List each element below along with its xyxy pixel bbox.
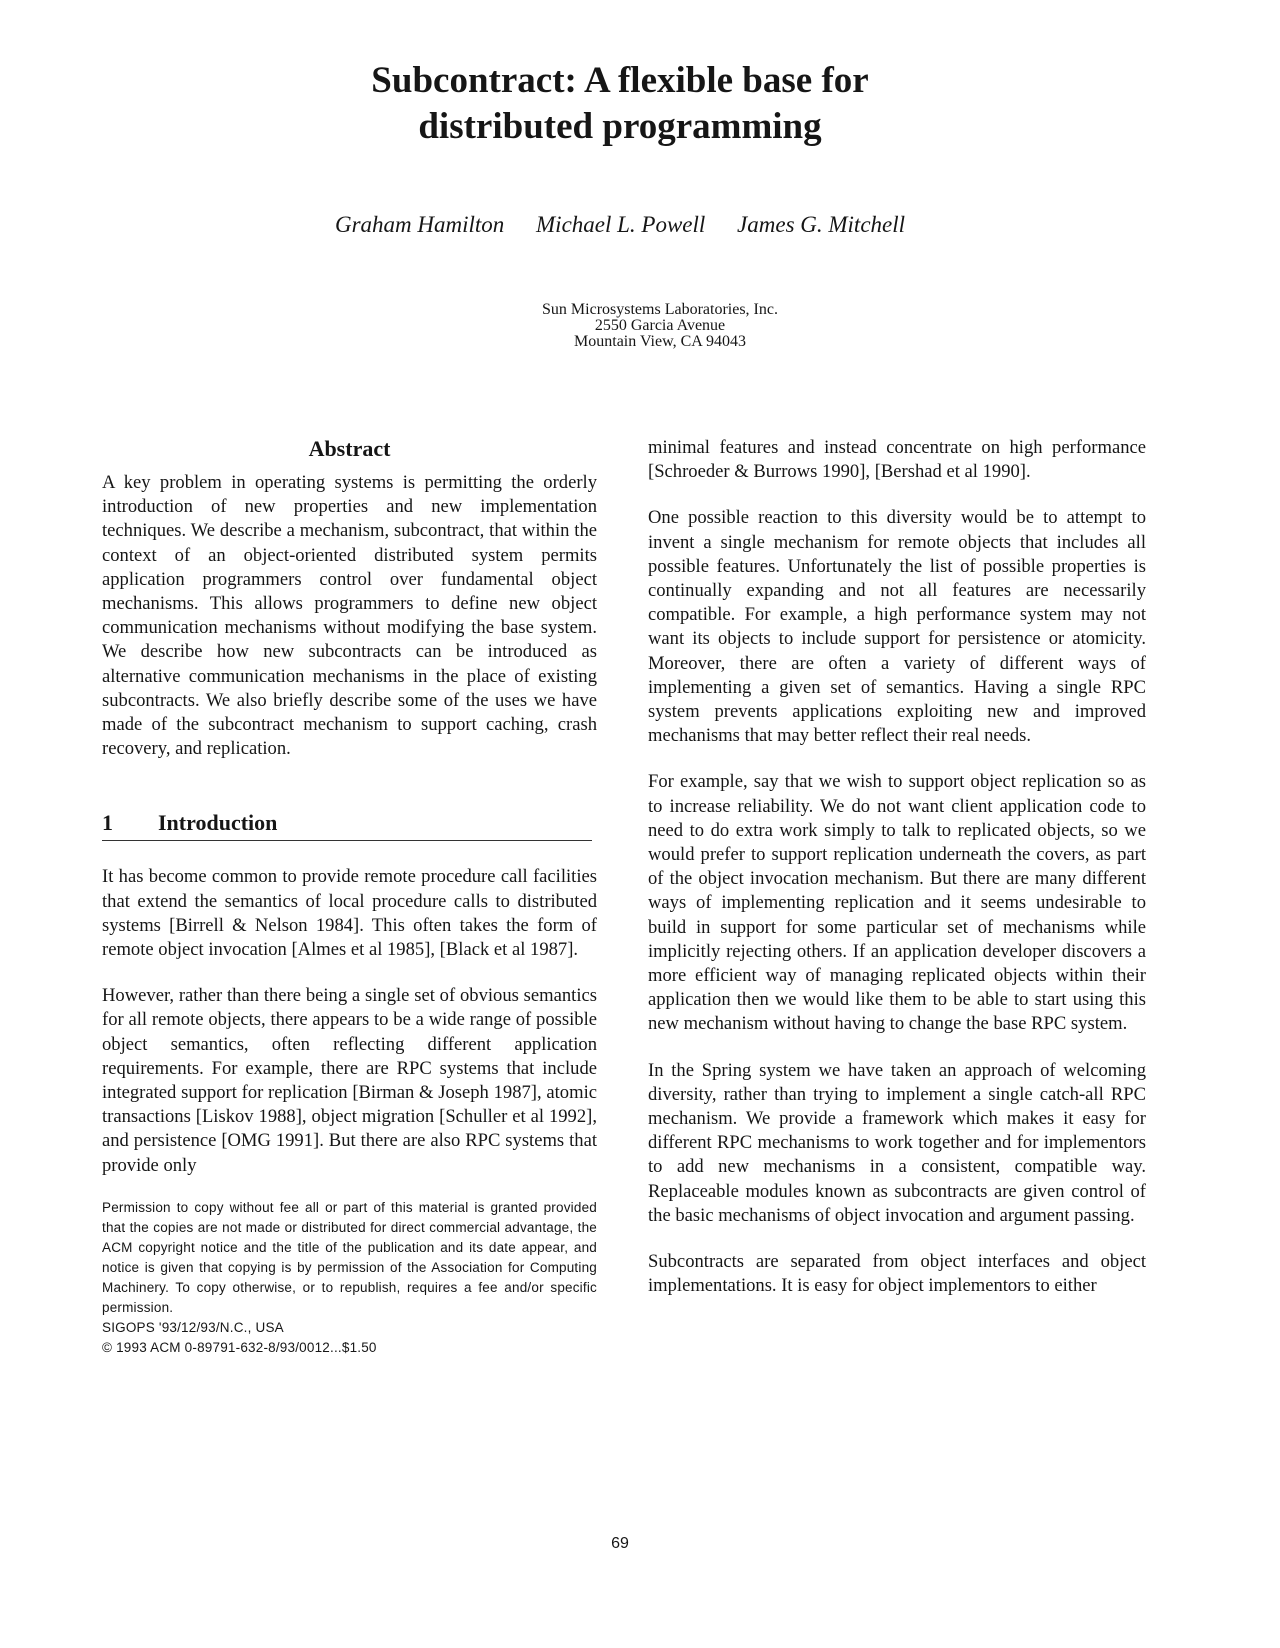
right-column	[648, 436, 1146, 1299]
right-paragraph-4: In the Spring system we have taken an approach of welcoming diversity, rather than trying to implement a single catch-all RPC mechanism. We provide a framework which makes it easy for different RPC mechanisms to work together and for implementors to add new mechanisms in a consistent, compatible way. Replaceable modules known as subcontracts are given control of the basic mechanisms of object invocation and argument passing.	[648, 1059, 1146, 1226]
right-paragraph-5: Subcontracts are separated from object interfaces and object implementations. It is easy for object implementors to either	[648, 1251, 1146, 1297]
affiliation-street: 2550 Garcia Avenue	[594, 317, 726, 334]
left-column	[102, 436, 597, 1358]
right-paragraph-1: minimal features and instead concentrate on high performance [Schroeder & Burrows 1990], [Bershad et al 1990].	[648, 437, 1146, 483]
affiliation-city: Mountain View, CA 94043	[574, 333, 746, 350]
conference-line: SIGOPS '93/12/93/N.C., USA	[102, 1319, 284, 1335]
section-number: 1	[102, 810, 113, 836]
author-1: Graham Hamilton	[334, 212, 505, 237]
permission-text: Permission to copy without fee all or part of this material is granted provided that the copies are not made or distributed for direct commercial advantage, the ACM copyright notice and the title of the publication and its date appear, and notice is given that copying is by permission of the Association for Computing Machinery. To copy otherwise, or to republish, requires a fee and/or specific permission.	[102, 1199, 597, 1315]
section-heading-introduction	[102, 810, 592, 841]
author-2: Michael L. Powell	[536, 212, 706, 237]
right-paragraph-2: One possible reaction to this diversity would be to attempt to invent a single mechanism for remote objects that includes all possible features. Unfortunately the list of possible properties is continually expanding and not all features are necessarily compatible. For example, a high performance system may not want its objects to include support for persistence or atomicity. Moreover, there are often a variety of different ways of implementing a given set of semantics. Having a single RPC system prevents applications exploiting new and improved mechanisms that may better reflect their real needs.	[648, 507, 1146, 747]
title-line-2: distributed programming	[418, 106, 822, 147]
intro-paragraph-1: It has become common to provide remote procedure call facilities that extend the semantics of local procedure calls to distributed systems [Birrell & Nelson 1984]. This often takes the form of remote object invocation [Almes et al 1985], [Black et al 1987].	[102, 866, 597, 961]
abstract-text: A key problem in operating systems is permitting the orderly introduction of new properties and new implementation techniques. We describe a mechanism, subcontract, that within the context of an object-oriented distributed system permits application programmers control over fundamental object mechanisms. This allows programmers to define new object communication mechanisms without modifying the base system. We describe how new subcontracts can be introduced as alternative communication mechanisms in the place of existing subcontracts. We also briefly describe some of the uses we have made of the subcontract mechanism to support caching, crash recovery, and replication.	[102, 472, 597, 760]
author-list	[0, 211, 1240, 239]
intro-paragraph-2: However, rather than there being a single set of obvious semantics for all remote objects, there appears to be a wide range of possible object semantics, often reflecting different application requirements. For example, there are RPC systems that include integrated support for replication [Birman & Joseph 1987], atomic transactions [Liskov 1988], object migration [Schuller et al 1992], and persistence [OMG 1991]. But there are also RPC systems that provide only	[102, 985, 597, 1176]
page-number: 69	[611, 1535, 629, 1552]
right-paragraph-3: For example, say that we wish to support object replication so as to increase reliability. We do not want client application code to need to do extra work simply to talk to replicated objects, so we would prefer to support replication underneath the covers, as part of the object invocation mechanism. But there are many different ways of implementing replication and it seems undesirable to build in support for some particular set of mechanisms while implicitly rejecting others. If an application developer discovers a more efficient way of managing replicated objects within their application then we would like them to be able to start using this new mechanism without having to change the base RPC system.	[648, 771, 1146, 1035]
section-title: Introduction	[158, 810, 278, 836]
affiliation	[0, 302, 1240, 350]
abstract-heading: Abstract	[308, 436, 391, 461]
paper-title	[0, 58, 1240, 150]
author-3: James G. Mitchell	[737, 212, 906, 237]
permission-notice	[102, 1198, 597, 1358]
affiliation-org: Sun Microsystems Laboratories, Inc.	[542, 301, 778, 318]
title-line-1: Subcontract: A flexible base for	[371, 60, 869, 101]
copyright-line: © 1993 ACM 0-89791-632-8/93/0012...$1.50	[102, 1339, 377, 1355]
